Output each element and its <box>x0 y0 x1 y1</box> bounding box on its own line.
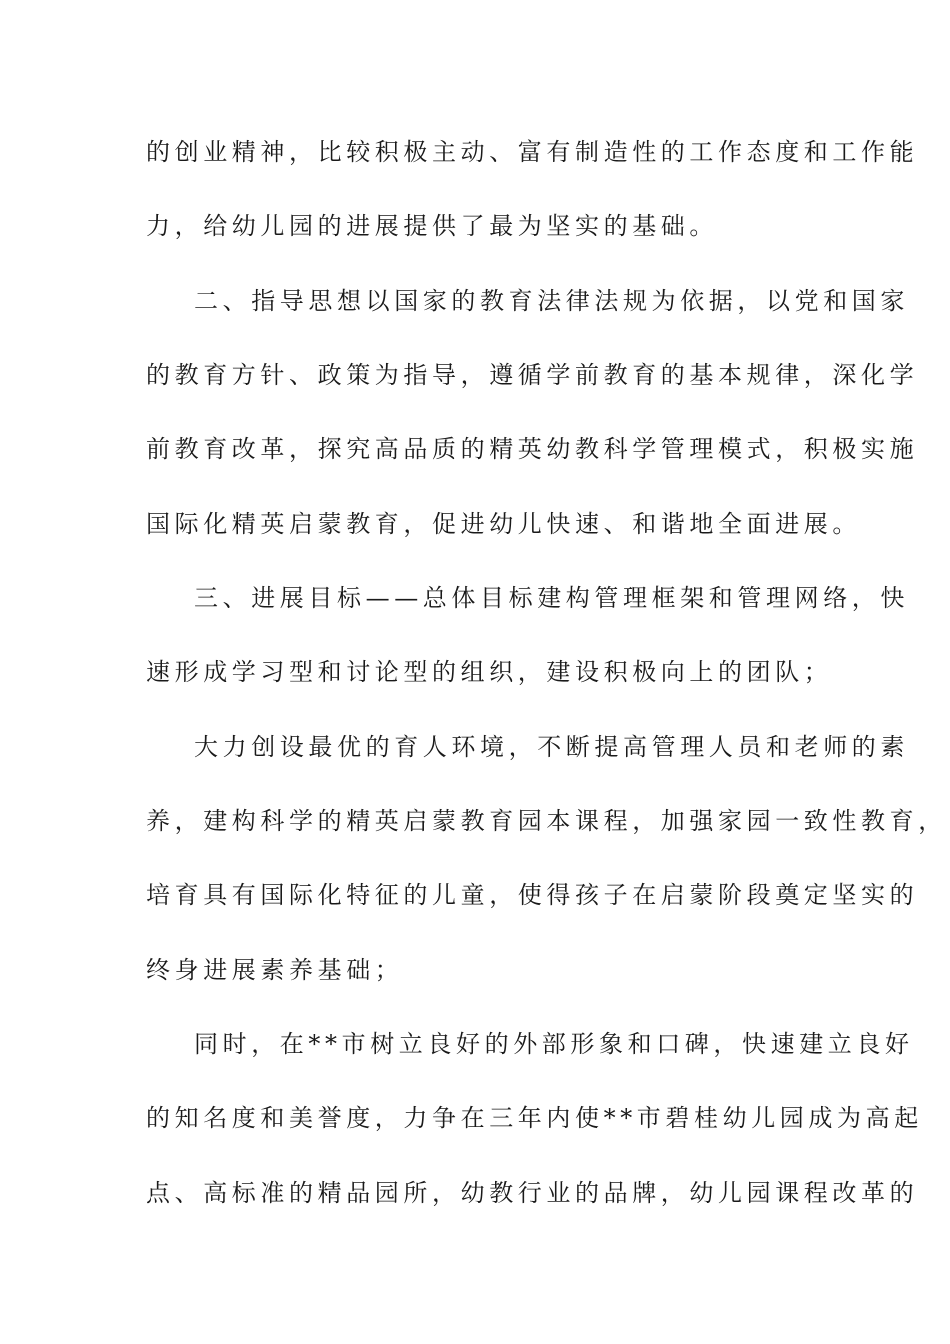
text-line-2: 力，给幼儿园的进展提供了最为坚实的基础。 <box>146 212 718 240</box>
paragraph-3-line-1: 三、进展目标——总体目标建构管理框架和管理网络，快 <box>194 584 909 612</box>
paragraph-4-line-3: 培育具有国际化特征的儿童，使得孩子在启蒙阶段奠定坚实的 <box>146 881 919 909</box>
paragraph-5-line-1: 同时，在**市树立良好的外部形象和口碑，快速建立良好 <box>194 1030 914 1058</box>
paragraph-4-line-1: 大力创设最优的育人环境，不断提高管理人员和老师的素 <box>194 733 909 761</box>
paragraph-5-line-2: 的知名度和美誉度，力争在三年内使**市碧桂幼儿园成为高起 <box>146 1104 923 1132</box>
paragraph-2-line-1: 二、指导思想以国家的教育法律法规为依据，以党和国家 <box>194 287 909 315</box>
paragraph-3-line-2: 速形成学习型和讨论型的组织，建设积极向上的团队； <box>146 658 833 686</box>
paragraph-2-line-2: 的教育方针、政策为指导，遵循学前教育的基本规律，深化学 <box>146 361 919 389</box>
paragraph-2-line-4: 国际化精英启蒙教育，促进幼儿快速、和谐地全面进展。 <box>146 510 861 538</box>
paragraph-5-line-3: 点、高标准的精品园所，幼教行业的品牌，幼儿园课程改革的 <box>146 1179 919 1207</box>
paragraph-2-line-3: 前教育改革，探究高品质的精英幼教科学管理模式，积极实施 <box>146 435 919 463</box>
paragraph-4-line-2: 养，建构科学的精英启蒙教育园本课程，加强家园一致性教育， <box>146 807 947 835</box>
paragraph-4-line-4: 终身进展素养基础； <box>146 956 404 984</box>
text-line-1: 的创业精神，比较积极主动、富有制造性的工作态度和工作能 <box>146 138 919 166</box>
